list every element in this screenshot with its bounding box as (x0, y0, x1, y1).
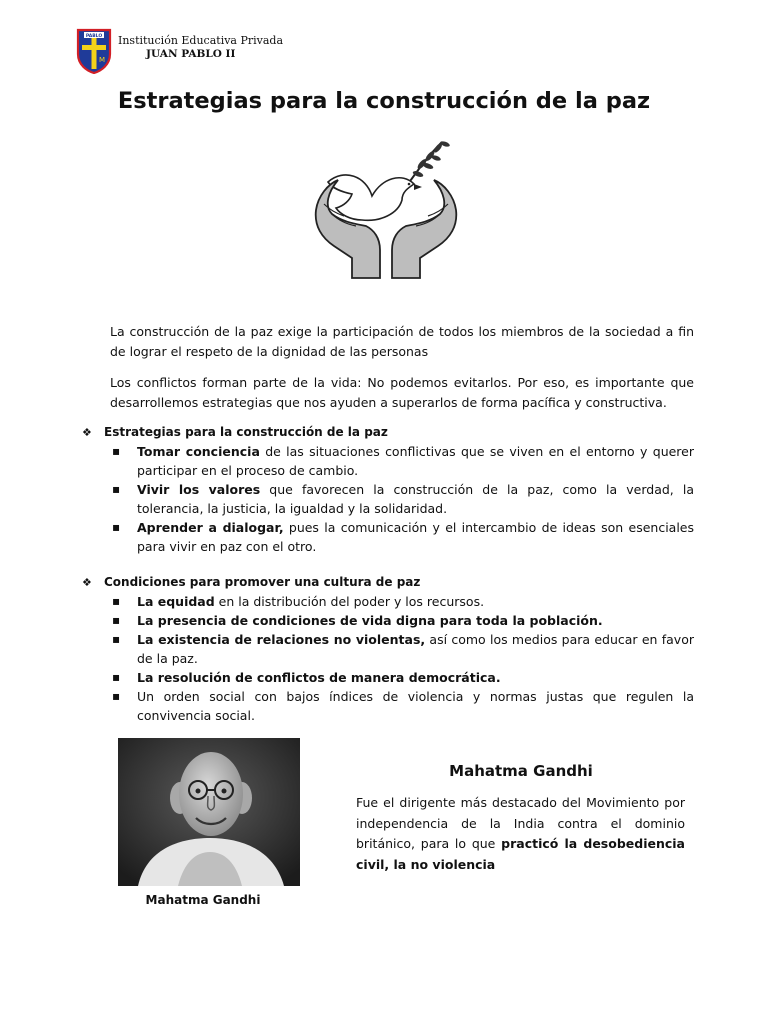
dove-hands-illustration (310, 134, 460, 282)
list-item-bold: Aprender a dialogar, (137, 520, 284, 535)
diamond-bullet-icon: ❖ (82, 426, 92, 439)
school-name: JUAN PABLO II (146, 48, 236, 60)
list-item-bold: La presencia de condiciones de vida digna para toda la población. (137, 613, 603, 628)
gandhi-portrait-image (118, 738, 300, 886)
conditions-heading-text: Condiciones para promover una cultura de paz (104, 575, 421, 589)
photo-caption: Mahatma Gandhi (145, 893, 261, 907)
list-item (112, 687, 694, 725)
list-item (112, 442, 694, 480)
list-item-text: pues la comunicación y el intercambio de ideas son esenciales para vivir en paz con el otro. (137, 520, 695, 554)
list-item-text: en la distribución del poder y los recursos. (214, 594, 485, 609)
list-item-bold: La existencia de relaciones no violentas, (137, 632, 426, 647)
intro-paragraph-1: La construcción de la paz exige la participación de todos los miembros de la sociedad a fin de lograr el respeto de la dignidad de las personas (110, 324, 694, 359)
conditions-list (112, 592, 694, 725)
list-item (112, 592, 694, 611)
school-header (76, 28, 336, 78)
school-type: Institución Educativa Privada (118, 34, 284, 47)
page-title: Estrategias para la construcción de la paz (117, 88, 651, 114)
diamond-bullet-icon: ❖ (82, 576, 92, 589)
list-item (112, 518, 694, 556)
gandhi-photo (118, 738, 300, 886)
list-item (112, 630, 694, 668)
list-item (112, 668, 694, 687)
strategies-heading (82, 425, 388, 439)
list-item (112, 611, 694, 630)
list-item-text: Un orden social con bajos índices de violencia y normas justas que regulen la convivencia social. (137, 689, 694, 723)
list-item-text: así como los medios para educar en favor de la paz. (137, 632, 694, 666)
list-item-text: que favorecen la construcción de la paz, como la verdad, la tolerancia, la justicia, la igualdad y la solidaridad. (137, 482, 695, 516)
bio-title: Mahatma Gandhi (449, 762, 593, 780)
conditions-heading (82, 575, 420, 589)
intro-paragraph-2: Los conflictos forman parte de la vida: No podemos evitarlos. Por eso, es importante que desarrollemos estrategias que nos ayuden a superarlos de forma pacífica y constructiva. (110, 375, 694, 410)
bio-text: Fue el dirigente más destacado del Movimiento por independencia de la India contra el dominio británico, para lo que (356, 795, 685, 851)
list-item (112, 480, 694, 518)
school-crest-icon (76, 28, 112, 74)
crest-label: PABLO (85, 34, 103, 39)
list-item-bold: Vivir los valores (137, 482, 261, 497)
list-item-bold: Tomar conciencia (137, 444, 260, 459)
bio-bold-text: practicó la desobediencia civil, la no violencia (356, 836, 685, 872)
strategies-list (112, 442, 694, 556)
bio-paragraph (356, 793, 685, 875)
list-item-bold: La equidad (137, 594, 215, 609)
list-item-text: de las situaciones conflictivas que se viven en el entorno y querer participar en el proceso de cambio. (137, 444, 695, 478)
crest-letter: M (98, 56, 106, 64)
list-item-bold: La resolución de conflictos de manera democrática. (137, 670, 501, 685)
strategies-heading-text: Estrategias para la construcción de la paz (104, 425, 388, 439)
